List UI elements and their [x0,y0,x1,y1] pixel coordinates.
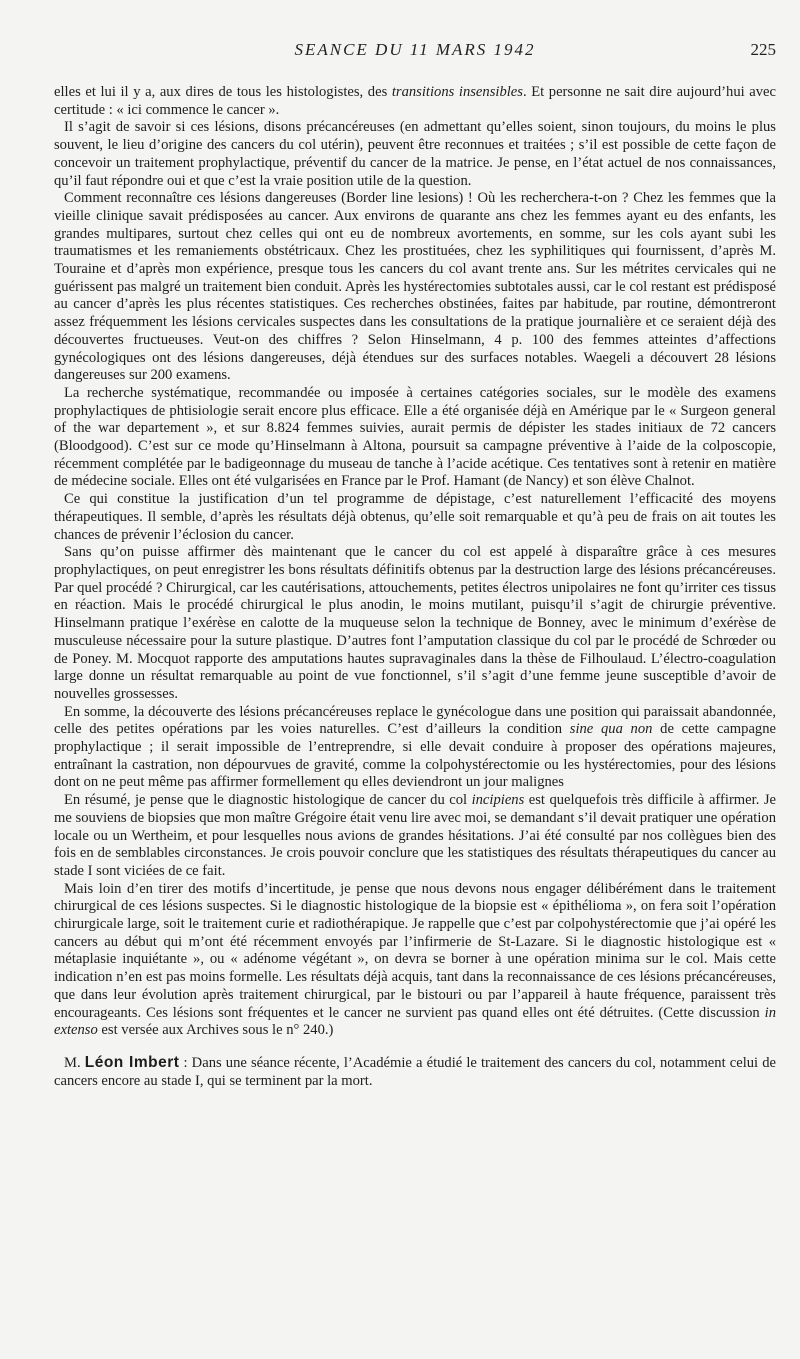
text-run: . Et personne ne sait dire aujourd’hui avec certitude : « ici commence le cancer ». [54,84,776,118]
paragraph [54,84,776,119]
speaker-paragraph [54,1054,776,1090]
paragraph [54,119,776,190]
text-run: En résumé, je pense que le diagnostic histologique de cancer du col [64,792,472,809]
page-number: 225 [750,40,776,59]
text-run: En somme, la découverte des lésions précancéreuses replace le gynécologue dans une position qui paraissait abandonnée, celle des petites opérations par les voies naturelles. C’est d’ailleurs la condition [54,703,776,738]
paragraph [54,881,776,1040]
body-text [54,84,776,1040]
italic-text: transitions insensibles [391,84,523,100]
text-run: La recherche systématique, recommandée ou imposée à certaines catégories sociales, sur le modèle des examens prophylactiques de phtisiologie serait encore plus efficace. Elle a été organisée déjà en Amérique par le « Surgeon general of the war departement », et sur 8.824 femmes suivies, aurait permis de dépister les stades initiaux de 72 cancers (Bloodgood). C’est sur ce mode qu’Hinselmann à Altona, poursuit sa campagne préventive à l’aide de la colposcopie, récemment complétée par le badigeonnage du museau de tanche à l’acide acétique. Ces tentatives sont à retenir en matière de médecine sociale. Elles ont été vulgarisées en France par le Prof. Hamant (de Nancy) et son élève Chalnot. [54,384,776,490]
paragraph [54,190,776,385]
text-run: elles et lui il y a, aux dires de tous les histologistes, des [54,84,392,100]
text-run: Mais loin d’en tirer des motifs d’incertitude, je pense que nous devons nous engager délibérément dans le traitement chirurgical de ces lésions suspectes. Si le diagnostic histologique de la biopsie est « épithélioma », on fera soit l’opération chirurgicale large, soit le traitement curie et radiothérapique. Je rappelle que c’est par colpohystérectomie que j’ai opéré les cancers au début qui m’ont été récemment envoyés par l’infirmerie de St-Lazare. Si le diagnostic histologique est « métaplasie inquiétante », ou « adénome végétant », on devra se borner à une opération minima sur le col. Mais cette indication n’en est pas moins formelle. Les résultats déjà acquis, tant dans la reconnaissance de ces lésions précancéreuses, que dans leur évolution après traitement chirurgical, par le bistouri ou par l’appareil à haute fréquence, paraissent très encourageants. Ces lésions sont fréquentes et le cancer ne survient pas quand elles ont été détruites. (Cette discussion [54,880,776,1021]
text-run: est quelquefois très difficile à affirmer. Je me souviens de biopsies que mon maître Grégoire était venu lire avec moi, se demandant s’il devait pratiquer une opération locale ou un Wertheim, et pour lesquelles nous avions de grandes hésitations. J’ai été consulté par nos collègues bien des fois en de semblables circonstances. Je crois pouvoir conclure que les statistiques des résultats thérapeutiques du cancer au stade I sont viciées de ce fait. [54,792,776,879]
speaker-title: M. [64,1054,81,1071]
paragraph [54,491,776,544]
text-run: Comment reconnaître ces lésions dangereuses (Border line lesions) ! Où les recherchera-t-on ? Chez les femmes que la vieille clinique savait prédisposées au cancer. Aux environs de quarante ans chez les femmes ayant eu des enfants, les grandes multipares, surtout chez celles qui ont eu de nombreux avortements, en somme, sur les cols ayant subi les traumatismes et les remaniements obstétricaux. Chez les prostituées, chez les syphilitiques qui fournissent, d’après M. Touraine et d’après mon expérience, presque tous les cancers du col avant trente ans. Sur les métrites cervicales qui ne guérissent pas malgré un traitement bien conduit. Après les hystérectomies subtotales aussi, car le col restant est prédisposé au cancer d’après les plus récentes statistiques. Ces recherches obstinées, faites par habitude, par routine, démontreront assez fréquemment les lésions cervicales suspectes dans les consultations de la pratique journalière et ce seraient déjà des découvertes fructueuses. Veut-on des chiffres ? Selon Hinselmann, 4 p. 100 des femmes atteintes d’affections gynécologiques ont des lésions dangereuses, déjà étendues sur des surfaces notables. Waegeli a découvert 28 lésions dangereuses sur 200 examens. [54,190,776,384]
paragraph [54,544,776,703]
running-header [54,40,776,68]
italic-text: in extenso [54,1004,776,1039]
text-run: Sans qu’on puisse affirmer dès maintenant que le cancer du col est appelé à disparaître grâce à ces mesures prophylactiques, on peut enregistrer les bons résultats définitifs obtenus par la destruction large des lésions précancéreuses. Par quel procédé ? Chirurgical, car les cautérisations, attouchements, petites électros unipolaires ne font qu’irriter ces tissus en réaction. Mais le procédé chirurgical le plus anodin, le moins mutilant, puisqu’il s’agit de chirurgie préventive. Hinselmann pratique l’exérèse en calotte de la muqueuse selon la technique de Bonney, avec le minimum d’exérèse de musculeuse nécessaire pour la suture plastique. D’autres font l’amputation classique du col par le procédé de Schrœder ou de Poney. M. Mocquot rapporte des amputations hautes supravaginales dans la thèse de Filhoulaud. L’électro-coagulation large donne un résultat remarquable au point de vue fonctionnel, s’il s’agit d’une femme jeune susceptible d’avoir de nouvelles grossesses. [54,544,776,702]
text-run: Il s’agit de savoir si ces lésions, disons précancéreuses (en admettant qu’elles soient, sinon toujours, du moins le plus souvent, le lieu d’origine des cancers du col utérin), peuvent être reconnues et traitées ; s’il est possible de cette façon de concevoir un traitement prophylactique, préventif du cancer de la matrice. Je pense, en l’état actuel de nos connaissances, qu’il faut répondre oui et que c’est la vraie position utile de la question. [54,119,776,189]
running-title: SEANCE DU 11 MARS 1942 [294,40,536,59]
text-run: de cette campagne prophylactique ; il serait impossible de l’entreprendre, si elle devait conduire à proposer des opérations majeures, entraînant la castration, non dépourvues de gravité, comme la colpohystérectomie ou les hystérectomies, pour des lésions dont on ne peut même pas affirmer formellement qu elles deviendront un jour malignes [54,721,776,791]
italic-text: sine qua non [569,721,653,738]
paragraph [54,792,776,881]
speaker-text: : Dans une séance récente, l’Académie a étudié le traitement des cancers du col, notamment celui de cancers encore au stade I, qui se terminent par la mort. [54,1054,776,1089]
text-run: est versée aux Archives sous le n° 240.) [97,1022,334,1039]
speaker-name: Léon Imbert [84,1053,180,1071]
paragraph [54,704,776,793]
italic-text: incipiens [471,792,525,809]
paragraph [54,385,776,491]
text-run: Ce qui constitue la justification d’un tel programme de dépistage, c’est naturellement l’efficacité des moyens thérapeutiques. Il semble, d’après les résultats déjà obtenus, qu’elle soit remarquable et qu’à peu de frais on ait toutes les chances de prévenir l’éclosion du cancer. [54,491,776,543]
